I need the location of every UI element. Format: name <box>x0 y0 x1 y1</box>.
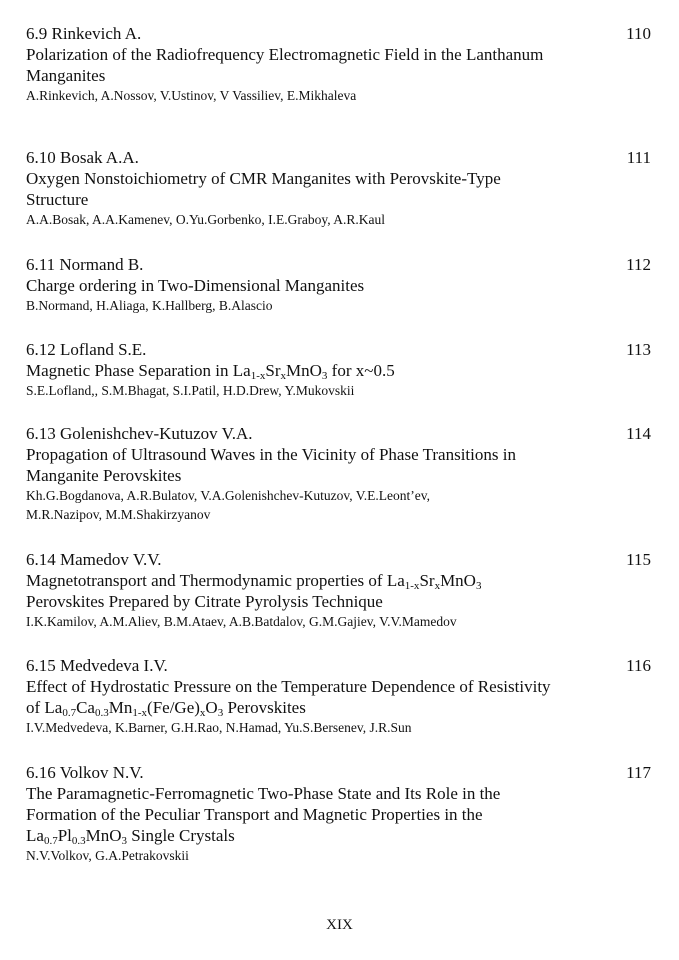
entry-title <box>26 444 621 486</box>
title-line: Oxygen Nonstoichiometry of CMR Manganites with Perovskite-Type <box>26 169 501 188</box>
entry-heading-row <box>26 762 656 783</box>
toc-entry <box>26 762 656 865</box>
authors-line: M.R.Nazipov, M.M.Shakirzyanov <box>26 507 211 522</box>
toc-entry <box>26 147 656 229</box>
title-line: Structure <box>26 190 89 209</box>
page-number: 111 <box>626 148 651 167</box>
page-number: 116 <box>626 656 651 675</box>
entry-heading: 6.13 Golenishchev-Kutuzov V.A. <box>26 424 253 443</box>
entry-authors: A.A.Bosak, A.A.Kamenev, O.Yu.Gorbenko, I.E.Graboy, A.R.Kaul <box>26 212 385 227</box>
toc-entry <box>26 423 656 524</box>
entry-authors: A.Rinkevich, A.Nossov, V.Ustinov, V Vassiliev, E.Mikhaleva <box>26 88 357 103</box>
page-number: 114 <box>626 424 651 443</box>
entry-authors: N.V.Volkov, G.A.Petrakovskii <box>26 848 189 863</box>
entry-title <box>26 275 621 296</box>
toc-entry <box>26 655 656 737</box>
page-number: 115 <box>626 550 651 569</box>
page-number: 113 <box>626 340 651 359</box>
entry-heading-row <box>26 423 656 444</box>
title-line: of $La_{0.7}Ca_{0.3}Mn_{1-x}(Fe/Ge)_xO_3$ Perovskites <box>26 698 306 719</box>
title-line: Manganites <box>26 66 106 85</box>
entry-heading: 6.14 Mamedov V.V. <box>26 550 162 569</box>
entry-authors: I.V.Medvedeva, K.Barner, G.H.Rao, N.Hamad, Yu.S.Bersenev, J.R.Sun <box>26 720 412 735</box>
title-line: Propagation of Ultrasound Waves in the Vicinity of Phase Transitions in <box>26 445 516 464</box>
entry-heading: 6.11 Normand B. <box>26 255 144 274</box>
title-line: Formation of the Peculiar Transport and Magnetic Properties in the <box>26 805 483 824</box>
entry-authors <box>26 486 616 524</box>
entry-heading: 6.15 Medvedeva I.V. <box>26 656 168 675</box>
title-line: Polarization of the Radiofrequency Electromagnetic Field in the Lanthanum <box>26 45 544 64</box>
toc-entry <box>26 339 656 400</box>
entry-heading: 6.9 Rinkevich A. <box>26 24 142 43</box>
title-line: Effect of Hydrostatic Pressure on the Temperature Dependence of Resistivity <box>26 677 551 696</box>
entry-heading: 6.16 Volkov N.V. <box>26 763 144 782</box>
entry-title <box>26 360 621 381</box>
title-line: Manganite Perovskites <box>26 466 182 485</box>
authors-line: Kh.G.Bogdanova, A.R.Bulatov, V.A.Golenishchev-Kutuzov, V.E.Leont’ev, <box>26 488 430 503</box>
entry-heading-row <box>26 23 656 44</box>
title-line: Magnetic Phase Separation in $La_{1-x}Sr_xMnO_3$ for x~0.5 <box>26 361 395 382</box>
entry-heading-row <box>26 147 656 168</box>
entry-title <box>26 44 621 86</box>
entry-heading-row <box>26 655 656 676</box>
entry-heading: 6.12 Lofland S.E. <box>26 340 147 359</box>
page-number: 112 <box>626 255 651 274</box>
title-line: Perovskites Prepared by Citrate Pyrolysis Technique <box>26 592 383 611</box>
entry-heading-row <box>26 254 656 275</box>
entry-authors: B.Normand, H.Aliaga, K.Hallberg, B.Alascio <box>26 298 273 313</box>
entry-title <box>26 676 636 718</box>
entry-title <box>26 570 621 612</box>
toc-entry <box>26 23 656 105</box>
entry-heading: 6.10 Bosak A.A. <box>26 148 139 167</box>
title-line: $La_{0.7}Pl_{0.3}MnO_3$ Single Crystals <box>26 826 235 847</box>
page-number: 117 <box>626 763 651 782</box>
entry-title <box>26 783 621 846</box>
toc-entry <box>26 254 656 315</box>
entry-authors: S.E.Lofland,, S.M.Bhagat, S.I.Patil, H.D.Drew, Y.Mukovskii <box>26 383 355 398</box>
entry-title <box>26 168 621 210</box>
entry-authors: I.K.Kamilov, A.M.Aliev, B.M.Ataev, A.B.Batdalov, G.M.Gajiev, V.V.Mamedov <box>26 614 457 629</box>
title-line: Charge ordering in Two-Dimensional Manganites <box>26 276 365 295</box>
title-line: Magnetotransport and Thermodynamic properties of $La_{1-x}Sr_xMnO_3$ <box>26 571 482 592</box>
toc-entry <box>26 549 656 631</box>
page-number: 110 <box>626 24 651 43</box>
title-line: The Paramagnetic-Ferromagnetic Two-Phase State and Its Role in the <box>26 784 501 803</box>
page-footer-number: XIX <box>326 917 353 933</box>
entry-heading-row <box>26 549 656 570</box>
entry-heading-row <box>26 339 656 360</box>
